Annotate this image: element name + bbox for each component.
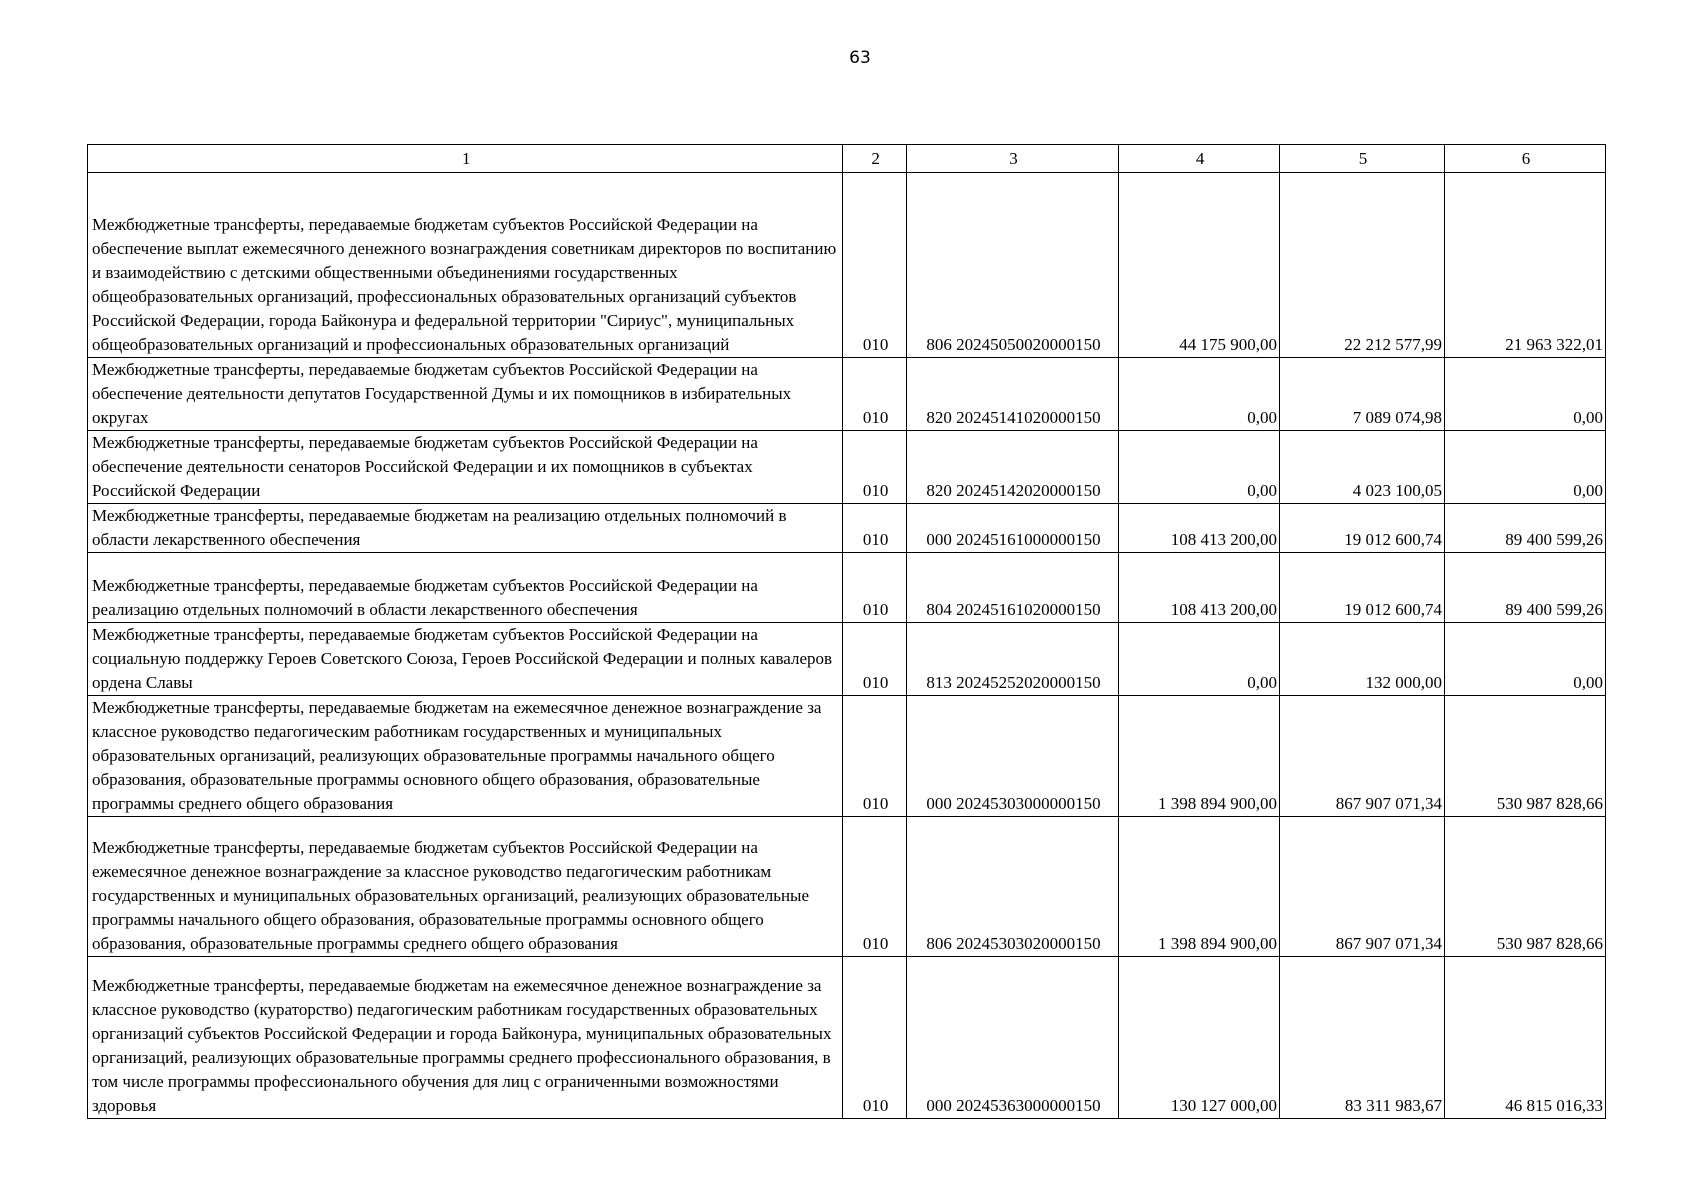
row-description: Межбюджетные трансферты, передаваемые бюджетам на реализацию отдельных полномочий в области лекарственного обеспечения xyxy=(88,504,843,553)
amount-col4: 130 127 000,00 xyxy=(1119,957,1280,1119)
row-description: Межбюджетные трансферты, передаваемые бюджетам на ежемесячное денежное вознаграждение за классное руководство педагогическим работникам государственных и муниципальных образовательных организаций, реализующих образовательные программы начального общего образования, образовательные программы основного общего образования, образовательные программы среднего общего образования xyxy=(88,696,843,817)
row-description: Межбюджетные трансферты, передаваемые бюджетам субъектов Российской Федерации на ежемесячное денежное вознаграждение за классное руководство педагогическим работникам государственных и муниципальных образовательных организаций, реализующих образовательные программы начального общего образования, образовательные программы основного общего образования, образовательные программы среднего общего образования xyxy=(88,817,843,957)
amount-col6: 46 815 016,33 xyxy=(1445,957,1606,1119)
column-header-2: 2 xyxy=(843,145,906,173)
amount-col6: 0,00 xyxy=(1445,623,1606,696)
budget-classification-code: 000 20245161000000150 xyxy=(906,504,1118,553)
column-header-3: 3 xyxy=(906,145,1118,173)
amount-col4: 108 413 200,00 xyxy=(1119,504,1280,553)
row-description: Межбюджетные трансферты, передаваемые бюджетам субъектов Российской Федерации на социальную поддержку Героев Советского Союза, Героев Российской Федерации и полных кавалеров ордена Славы xyxy=(88,623,843,696)
column-header-6: 6 xyxy=(1445,145,1606,173)
amount-col4: 108 413 200,00 xyxy=(1119,553,1280,623)
amount-col6: 530 987 828,66 xyxy=(1445,696,1606,817)
amount-col5: 22 212 577,99 xyxy=(1280,173,1445,358)
budget-classification-code: 000 20245363000000150 xyxy=(906,957,1118,1119)
header-row xyxy=(88,145,1606,173)
amount-col5: 867 907 071,34 xyxy=(1280,696,1445,817)
budget-table xyxy=(87,144,1606,1119)
amount-col5: 83 311 983,67 xyxy=(1280,957,1445,1119)
amount-col4: 0,00 xyxy=(1119,431,1280,504)
amount-col6: 530 987 828,66 xyxy=(1445,817,1606,957)
amount-col5: 132 000,00 xyxy=(1280,623,1445,696)
amount-col6: 21 963 322,01 xyxy=(1445,173,1606,358)
amount-col5: 19 012 600,74 xyxy=(1280,504,1445,553)
table-row xyxy=(88,957,1606,1119)
row-code: 010 xyxy=(843,504,906,553)
amount-col5: 4 023 100,05 xyxy=(1280,431,1445,504)
amount-col5: 19 012 600,74 xyxy=(1280,553,1445,623)
amount-col5: 7 089 074,98 xyxy=(1280,358,1445,431)
column-header-1: 1 xyxy=(88,145,843,173)
budget-classification-code: 813 20245252020000150 xyxy=(906,623,1118,696)
amount-col4: 44 175 900,00 xyxy=(1119,173,1280,358)
row-code: 010 xyxy=(843,553,906,623)
table-row xyxy=(88,623,1606,696)
amount-col4: 1 398 894 900,00 xyxy=(1119,817,1280,957)
table-row xyxy=(88,504,1606,553)
row-description: Межбюджетные трансферты, передаваемые бюджетам субъектов Российской Федерации на обеспечение деятельности депутатов Государственной Думы и их помощников в избирательных округах xyxy=(88,358,843,431)
amount-col4: 0,00 xyxy=(1119,358,1280,431)
row-code: 010 xyxy=(843,696,906,817)
row-code: 010 xyxy=(843,623,906,696)
row-code: 010 xyxy=(843,173,906,358)
row-code: 010 xyxy=(843,358,906,431)
budget-classification-code: 806 20245050020000150 xyxy=(906,173,1118,358)
table-row xyxy=(88,173,1606,358)
column-header-5: 5 xyxy=(1280,145,1445,173)
table-row xyxy=(88,553,1606,623)
table-row xyxy=(88,817,1606,957)
budget-classification-code: 000 20245303000000150 xyxy=(906,696,1118,817)
amount-col4: 1 398 894 900,00 xyxy=(1119,696,1280,817)
row-code: 010 xyxy=(843,957,906,1119)
budget-classification-code: 806 20245303020000150 xyxy=(906,817,1118,957)
table-row xyxy=(88,431,1606,504)
amount-col4: 0,00 xyxy=(1119,623,1280,696)
amount-col6: 0,00 xyxy=(1445,358,1606,431)
table-row xyxy=(88,358,1606,431)
row-description: Межбюджетные трансферты, передаваемые бюджетам субъектов Российской Федерации на обеспечение выплат ежемесячного денежного вознаграждения советникам директоров по воспитанию и взаимодействию с детскими общественными объединениями государственных общеобразовательных организаций, профессиональных образовательных организаций субъектов Российской Федерации, города Байконура и федеральной территории "Сириус", муниципальных общеобразовательных организаций и профессиональных образовательных организаций xyxy=(88,173,843,358)
amount-col5: 867 907 071,34 xyxy=(1280,817,1445,957)
amount-col6: 0,00 xyxy=(1445,431,1606,504)
amount-col6: 89 400 599,26 xyxy=(1445,504,1606,553)
row-description: Межбюджетные трансферты, передаваемые бюджетам субъектов Российской Федерации на реализацию отдельных полномочий в области лекарственного обеспечения xyxy=(88,553,843,623)
budget-classification-code: 820 20245141020000150 xyxy=(906,358,1118,431)
budget-classification-code: 804 20245161020000150 xyxy=(906,553,1118,623)
row-description: Межбюджетные трансферты, передаваемые бюджетам субъектов Российской Федерации на обеспечение деятельности сенаторов Российской Федерации и их помощников в субъектах Российской Федерации xyxy=(88,431,843,504)
row-code: 010 xyxy=(843,431,906,504)
amount-col6: 89 400 599,26 xyxy=(1445,553,1606,623)
row-description: Межбюджетные трансферты, передаваемые бюджетам на ежемесячное денежное вознаграждение за классное руководство (кураторство) педагогическим работникам государственных образовательных организаций субъектов Российской Федерации и города Байконура, муниципальных образовательных организаций, реализующих образовательные программы среднего профессионального образования, в том числе программы профессионального обучения для лиц с ограниченными возможностями здоровья xyxy=(88,957,843,1119)
table-row xyxy=(88,696,1606,817)
page-number: 63 xyxy=(849,48,871,68)
column-header-4: 4 xyxy=(1119,145,1280,173)
budget-classification-code: 820 20245142020000150 xyxy=(906,431,1118,504)
row-code: 010 xyxy=(843,817,906,957)
